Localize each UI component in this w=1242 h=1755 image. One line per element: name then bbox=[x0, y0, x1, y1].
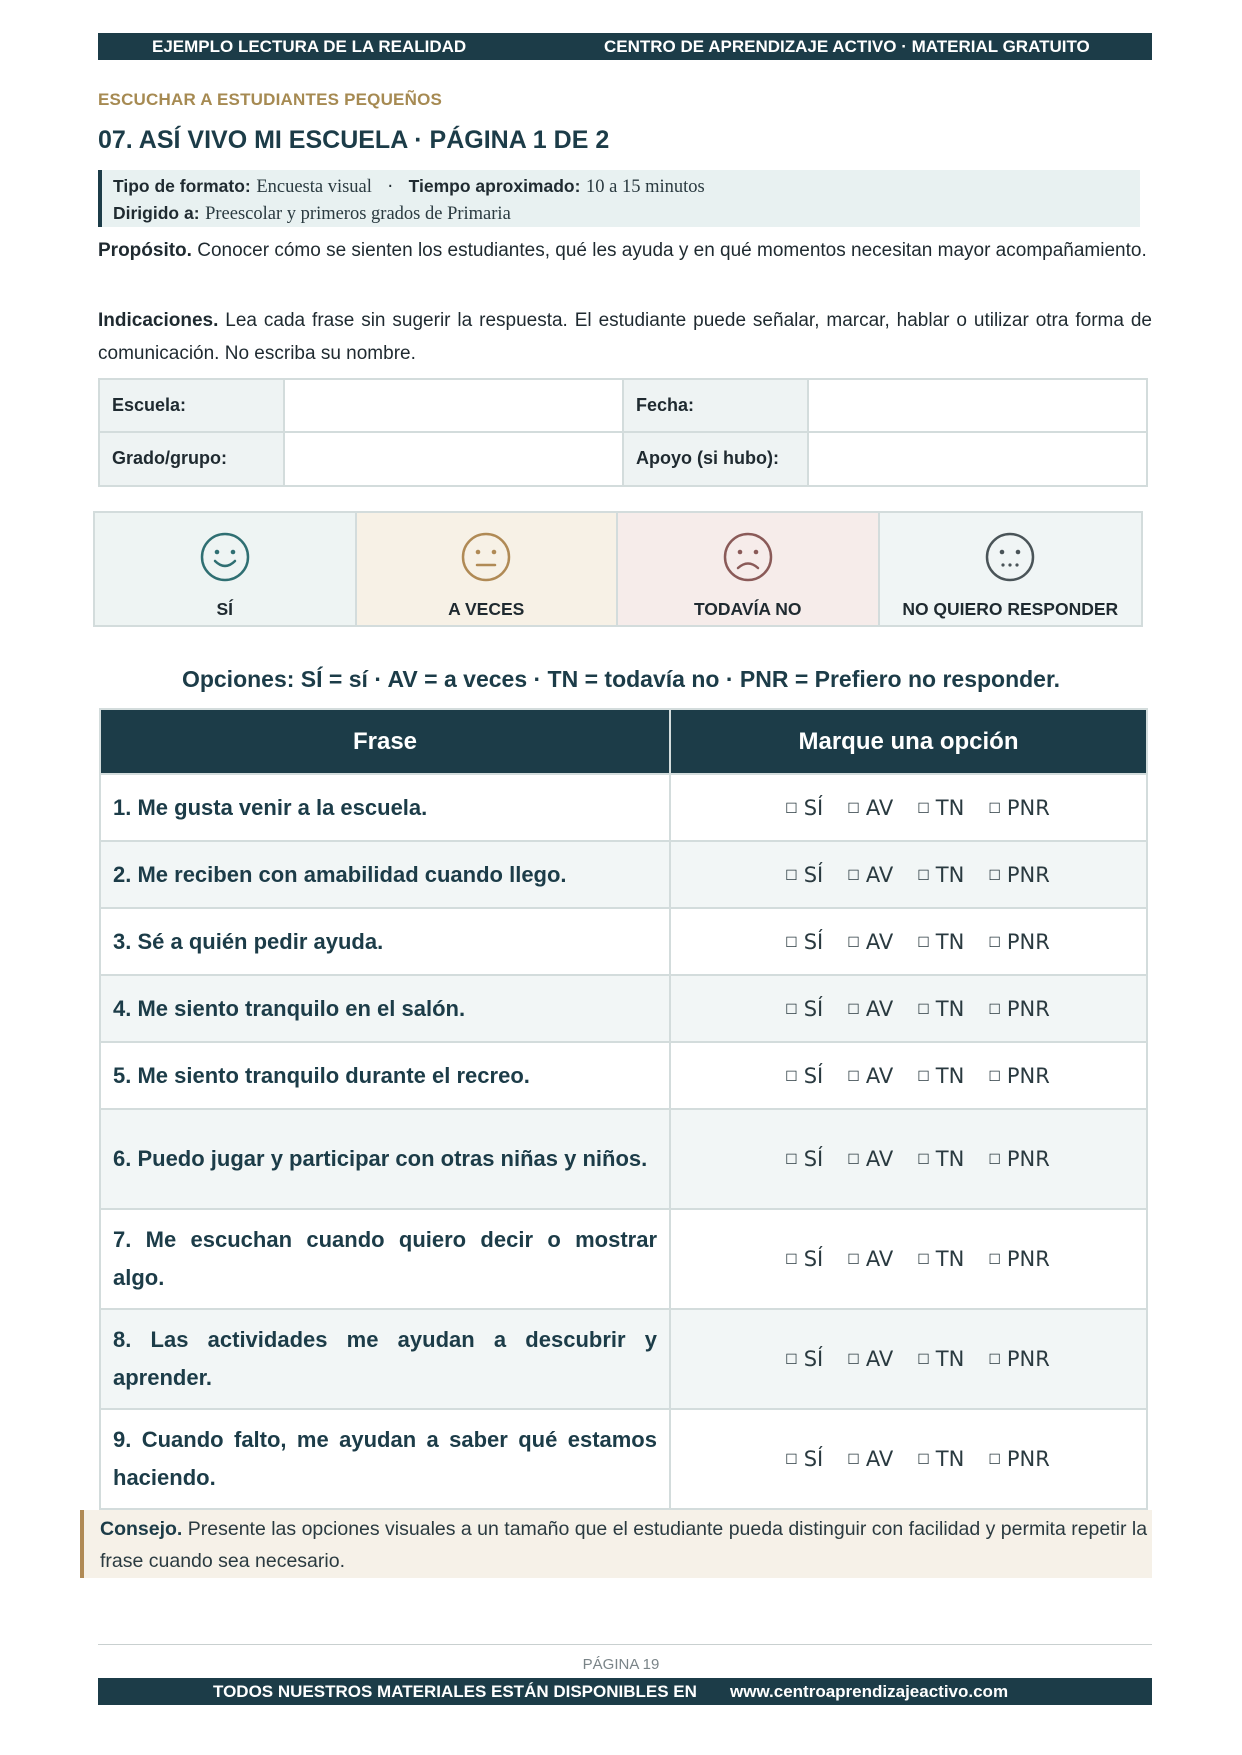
checkbox-icon: ☐ bbox=[988, 1452, 1001, 1468]
checkbox-label: SÍ bbox=[803, 795, 824, 820]
checkbox-label: PNR bbox=[1006, 996, 1050, 1021]
option-no-answer bbox=[880, 513, 1142, 625]
format-info-box bbox=[98, 170, 1140, 227]
answer-checkbox-sí[interactable] bbox=[777, 1347, 823, 1371]
page-number: PÁGINA 19 bbox=[582, 1656, 660, 1673]
instructions-label: Indicaciones. bbox=[98, 310, 219, 331]
checkbox-icon: ☐ bbox=[785, 1001, 798, 1018]
school-label: Escuela: bbox=[100, 380, 285, 433]
question-text: 9. Cuando falto, me ayudan a saber qué estamos haciendo. bbox=[100, 1409, 670, 1509]
purpose-text: Conocer cómo se sienten los estudiantes, qué les ayuda y en qué momentos necesitan mayor acompañamiento. bbox=[191, 240, 1147, 261]
answer-checkbox-pnr[interactable] bbox=[980, 1347, 1050, 1371]
checkbox-label: PNR bbox=[1006, 1247, 1050, 1271]
answer-checkbox-sí[interactable] bbox=[777, 1447, 823, 1471]
question-text: 6. Puedo jugar y participar con otras niñas y niños. bbox=[100, 1109, 670, 1209]
option-not-yet-label: TODAVÍA NO bbox=[693, 599, 802, 619]
answer-checkbox-pnr[interactable] bbox=[980, 1247, 1050, 1271]
answer-checkbox-sí[interactable] bbox=[777, 796, 823, 820]
format-label: Tipo de formato: bbox=[113, 176, 251, 196]
answer-checkbox-tn[interactable] bbox=[909, 1147, 964, 1171]
checkbox-icon: ☐ bbox=[847, 867, 860, 884]
answer-checkbox-sí[interactable] bbox=[777, 1064, 823, 1088]
checkbox-label: PNR bbox=[1006, 1447, 1050, 1471]
checkbox-label: AV bbox=[865, 1247, 894, 1271]
checkbox-icon: ☐ bbox=[917, 1068, 930, 1085]
column-header-phrase: Frase bbox=[100, 709, 670, 774]
checkbox-icon: ☐ bbox=[847, 934, 860, 951]
tip-box bbox=[80, 1510, 1152, 1578]
answer-options bbox=[670, 774, 1147, 841]
answer-options bbox=[670, 1209, 1147, 1309]
answer-checkbox-tn[interactable] bbox=[909, 863, 964, 887]
table-row bbox=[100, 1309, 1147, 1409]
checkbox-icon: ☐ bbox=[847, 1152, 860, 1168]
checkbox-label: AV bbox=[865, 1347, 894, 1371]
table-header-row bbox=[100, 709, 1147, 774]
option-yes-label: SÍ bbox=[216, 599, 234, 619]
answer-options bbox=[670, 1309, 1147, 1409]
answer-checkbox-pnr[interactable] bbox=[980, 1447, 1050, 1471]
answer-checkbox-pnr[interactable] bbox=[980, 1064, 1050, 1088]
date-label: Fecha: bbox=[624, 380, 809, 433]
answer-checkbox-tn[interactable] bbox=[909, 997, 964, 1021]
question-text: 2. Me reciben con amabilidad cuando llego. bbox=[100, 841, 670, 908]
header-bar bbox=[98, 33, 1152, 60]
checkbox-icon: ☐ bbox=[847, 1252, 860, 1268]
answer-checkbox-tn[interactable] bbox=[909, 1247, 964, 1271]
checkbox-label: PNR bbox=[1006, 1347, 1050, 1371]
checkbox-label: SÍ bbox=[803, 1063, 824, 1088]
audience-value: Preescolar y primeros grados de Primaria bbox=[205, 204, 511, 224]
table-row bbox=[100, 1409, 1147, 1509]
answer-checkbox-tn[interactable] bbox=[909, 796, 964, 820]
checkbox-label: AV bbox=[865, 1063, 894, 1088]
support-field[interactable] bbox=[809, 433, 1146, 486]
footer-bar bbox=[98, 1678, 1152, 1705]
grade-label: Grado/grupo: bbox=[100, 433, 285, 486]
answer-checkbox-tn[interactable] bbox=[909, 930, 964, 954]
checkbox-label: AV bbox=[865, 862, 894, 887]
audience-label: Dirigido a: bbox=[113, 203, 200, 223]
footer-link[interactable]: www.centroaprendizajeactivo.com bbox=[730, 1682, 1009, 1701]
checkbox-icon: ☐ bbox=[988, 800, 1001, 817]
time-label: Tiempo aproximado: bbox=[408, 176, 581, 196]
answer-checkbox-sí[interactable] bbox=[777, 1147, 823, 1171]
answer-checkbox-pnr[interactable] bbox=[980, 930, 1050, 954]
answer-options bbox=[670, 975, 1147, 1042]
silent-face-icon bbox=[984, 531, 1036, 583]
option-sometimes-label: A VECES bbox=[448, 599, 525, 619]
format-value: Encuesta visual bbox=[256, 177, 372, 197]
checkbox-label: AV bbox=[865, 1447, 894, 1471]
checkbox-label: SÍ bbox=[803, 1247, 824, 1271]
school-field[interactable] bbox=[285, 380, 624, 433]
date-field[interactable] bbox=[809, 380, 1146, 433]
answer-checkbox-av[interactable] bbox=[839, 863, 893, 887]
checkbox-icon: ☐ bbox=[988, 1252, 1001, 1268]
table-row bbox=[100, 1209, 1147, 1309]
checkbox-icon: ☐ bbox=[847, 1001, 860, 1018]
checkbox-label: TN bbox=[935, 1447, 965, 1471]
answer-checkbox-av[interactable] bbox=[839, 930, 893, 954]
checkbox-icon: ☐ bbox=[785, 800, 798, 817]
checkbox-label: AV bbox=[865, 1147, 894, 1171]
checkbox-icon: ☐ bbox=[785, 867, 798, 884]
checkbox-icon: ☐ bbox=[785, 1452, 798, 1468]
checkbox-icon: ☐ bbox=[847, 800, 860, 817]
checkbox-icon: ☐ bbox=[917, 867, 930, 884]
answer-checkbox-av[interactable] bbox=[839, 1247, 893, 1271]
checkbox-icon: ☐ bbox=[785, 1152, 798, 1168]
checkbox-icon: ☐ bbox=[785, 934, 798, 951]
option-yes bbox=[95, 513, 357, 625]
checkbox-label: SÍ bbox=[803, 929, 824, 954]
checkbox-icon: ☐ bbox=[785, 1252, 798, 1268]
sad-face-icon bbox=[722, 531, 774, 583]
checkbox-label: TN bbox=[935, 1063, 965, 1088]
support-label: Apoyo (si hubo): bbox=[624, 433, 809, 486]
checkbox-label: TN bbox=[935, 1147, 965, 1171]
table-row bbox=[100, 1042, 1147, 1109]
answer-checkbox-tn[interactable] bbox=[909, 1347, 964, 1371]
checkbox-icon: ☐ bbox=[785, 1068, 798, 1085]
purpose-label: Propósito. bbox=[98, 240, 192, 261]
checkbox-label: TN bbox=[935, 929, 965, 954]
meta-separator: · bbox=[387, 177, 394, 197]
checkbox-label: PNR bbox=[1006, 1147, 1050, 1171]
page-title: 07. ASÍ VIVO MI ESCUELA · PÁGINA 1 DE 2 bbox=[98, 126, 610, 154]
answer-checkbox-tn[interactable] bbox=[909, 1064, 964, 1088]
question-text: 4. Me siento tranquilo en el salón. bbox=[100, 975, 670, 1042]
answer-checkbox-av[interactable] bbox=[839, 1347, 893, 1371]
answer-checkbox-sí[interactable] bbox=[777, 930, 823, 954]
checkbox-icon: ☐ bbox=[917, 1252, 930, 1268]
checkbox-label: PNR bbox=[1006, 862, 1050, 887]
question-text: 5. Me siento tranquilo durante el recreo. bbox=[100, 1042, 670, 1109]
checkbox-icon: ☐ bbox=[917, 1452, 930, 1468]
checkbox-icon: ☐ bbox=[785, 1352, 798, 1368]
purpose-paragraph bbox=[98, 234, 1152, 267]
checkbox-label: AV bbox=[865, 795, 894, 820]
checkbox-icon: ☐ bbox=[847, 1452, 860, 1468]
header-right-text: CENTRO DE APRENDIZAJE ACTIVO · MATERIAL GRATUITO bbox=[604, 36, 1090, 56]
checkbox-icon: ☐ bbox=[917, 1352, 930, 1368]
answer-options bbox=[670, 1042, 1147, 1109]
checkbox-icon: ☐ bbox=[917, 1152, 930, 1168]
grade-field[interactable] bbox=[285, 433, 624, 486]
answer-checkbox-pnr[interactable] bbox=[980, 796, 1050, 820]
checkbox-label: SÍ bbox=[803, 1347, 824, 1371]
checkbox-label: AV bbox=[865, 929, 894, 954]
answer-checkbox-sí[interactable] bbox=[777, 863, 823, 887]
table-row bbox=[100, 908, 1147, 975]
checkbox-label: PNR bbox=[1006, 795, 1050, 820]
checkbox-icon: ☐ bbox=[917, 1001, 930, 1018]
question-text: 7. Me escuchan cuando quiero decir o mostrar algo. bbox=[100, 1209, 670, 1309]
checkbox-label: SÍ bbox=[803, 1447, 824, 1471]
checkbox-label: TN bbox=[935, 1247, 965, 1271]
table-row bbox=[100, 1109, 1147, 1209]
answer-checkbox-tn[interactable] bbox=[909, 1447, 964, 1471]
table-row bbox=[100, 774, 1147, 841]
checkbox-label: PNR bbox=[1006, 929, 1050, 954]
checkbox-label: TN bbox=[935, 996, 965, 1021]
question-text: 3. Sé a quién pedir ayuda. bbox=[100, 908, 670, 975]
answer-checkbox-av[interactable] bbox=[839, 1064, 893, 1088]
checkbox-icon: ☐ bbox=[988, 867, 1001, 884]
checkbox-icon: ☐ bbox=[917, 934, 930, 951]
options-legend: Opciones: SÍ = sí · AV = a veces · TN = todavía no · PNR = Prefiero no responder. bbox=[181, 666, 1061, 692]
checkbox-icon: ☐ bbox=[917, 800, 930, 817]
checkbox-label: SÍ bbox=[803, 1147, 824, 1171]
answer-checkbox-av[interactable] bbox=[839, 997, 893, 1021]
option-not-yet bbox=[618, 513, 880, 625]
checkbox-label: TN bbox=[935, 795, 965, 820]
checkbox-label: TN bbox=[935, 862, 965, 887]
checkbox-label: AV bbox=[865, 996, 894, 1021]
checkbox-icon: ☐ bbox=[988, 1001, 1001, 1018]
tip-label: Consejo. bbox=[100, 1518, 183, 1540]
footer-left-text: TODOS NUESTROS MATERIALES ESTÁN DISPONIBLES EN bbox=[213, 1682, 697, 1701]
checkbox-icon: ☐ bbox=[988, 1352, 1001, 1368]
table-row bbox=[100, 975, 1147, 1042]
tip-text: Presente las opciones visuales a un tamaño que el estudiante pueda distinguir con facilidad y permita repetir la frase cuando sea necesario. bbox=[100, 1518, 1148, 1572]
survey-table-body bbox=[100, 774, 1147, 1509]
question-text: 1. Me gusta venir a la escuela. bbox=[100, 774, 670, 841]
header-left-text: EJEMPLO LECTURA DE LA REALIDAD bbox=[152, 36, 467, 56]
footer-divider bbox=[98, 1644, 1152, 1645]
answer-checkbox-sí[interactable] bbox=[777, 997, 823, 1021]
school-info-grid bbox=[98, 378, 1148, 487]
checkbox-label: SÍ bbox=[803, 862, 824, 887]
checkbox-icon: ☐ bbox=[988, 1152, 1001, 1168]
column-header-option: Marque una opción bbox=[670, 709, 1147, 774]
answer-checkbox-pnr[interactable] bbox=[980, 997, 1050, 1021]
survey-table bbox=[99, 708, 1148, 1510]
answer-options bbox=[670, 1409, 1147, 1509]
checkbox-icon: ☐ bbox=[847, 1068, 860, 1085]
option-sometimes bbox=[357, 513, 619, 625]
checkbox-icon: ☐ bbox=[847, 1352, 860, 1368]
option-no-answer-label: NO QUIERO RESPONDER bbox=[902, 599, 1119, 619]
instructions-paragraph bbox=[98, 304, 1152, 370]
table-row bbox=[100, 841, 1147, 908]
checkbox-label: TN bbox=[935, 1347, 965, 1371]
answer-checkbox-pnr[interactable] bbox=[980, 863, 1050, 887]
question-text: 8. Las actividades me ayudan a descubrir y aprender. bbox=[100, 1309, 670, 1409]
checkbox-icon: ☐ bbox=[988, 934, 1001, 951]
checkbox-label: PNR bbox=[1006, 1063, 1050, 1088]
happy-face-icon bbox=[199, 531, 251, 583]
checkbox-label: SÍ bbox=[803, 996, 824, 1021]
answer-checkbox-av[interactable] bbox=[839, 1447, 893, 1471]
checkbox-icon: ☐ bbox=[988, 1068, 1001, 1085]
answer-options bbox=[670, 908, 1147, 975]
answer-options bbox=[670, 841, 1147, 908]
section-eyebrow: ESCUCHAR A ESTUDIANTES PEQUEÑOS bbox=[98, 90, 443, 109]
instructions-text: Lea cada frase sin sugerir la respuesta. El estudiante puede señalar, marcar, hablar o utilizar otra forma de comunicación. No escriba su nombre. bbox=[98, 310, 1152, 364]
time-value: 10 a 15 minutos bbox=[586, 177, 705, 197]
neutral-face-icon bbox=[460, 531, 512, 583]
visual-options-row bbox=[93, 511, 1143, 627]
answer-checkbox-av[interactable] bbox=[839, 1147, 893, 1171]
answer-options bbox=[670, 1109, 1147, 1209]
answer-checkbox-pnr[interactable] bbox=[980, 1147, 1050, 1171]
answer-checkbox-sí[interactable] bbox=[777, 1247, 823, 1271]
answer-checkbox-av[interactable] bbox=[839, 796, 893, 820]
